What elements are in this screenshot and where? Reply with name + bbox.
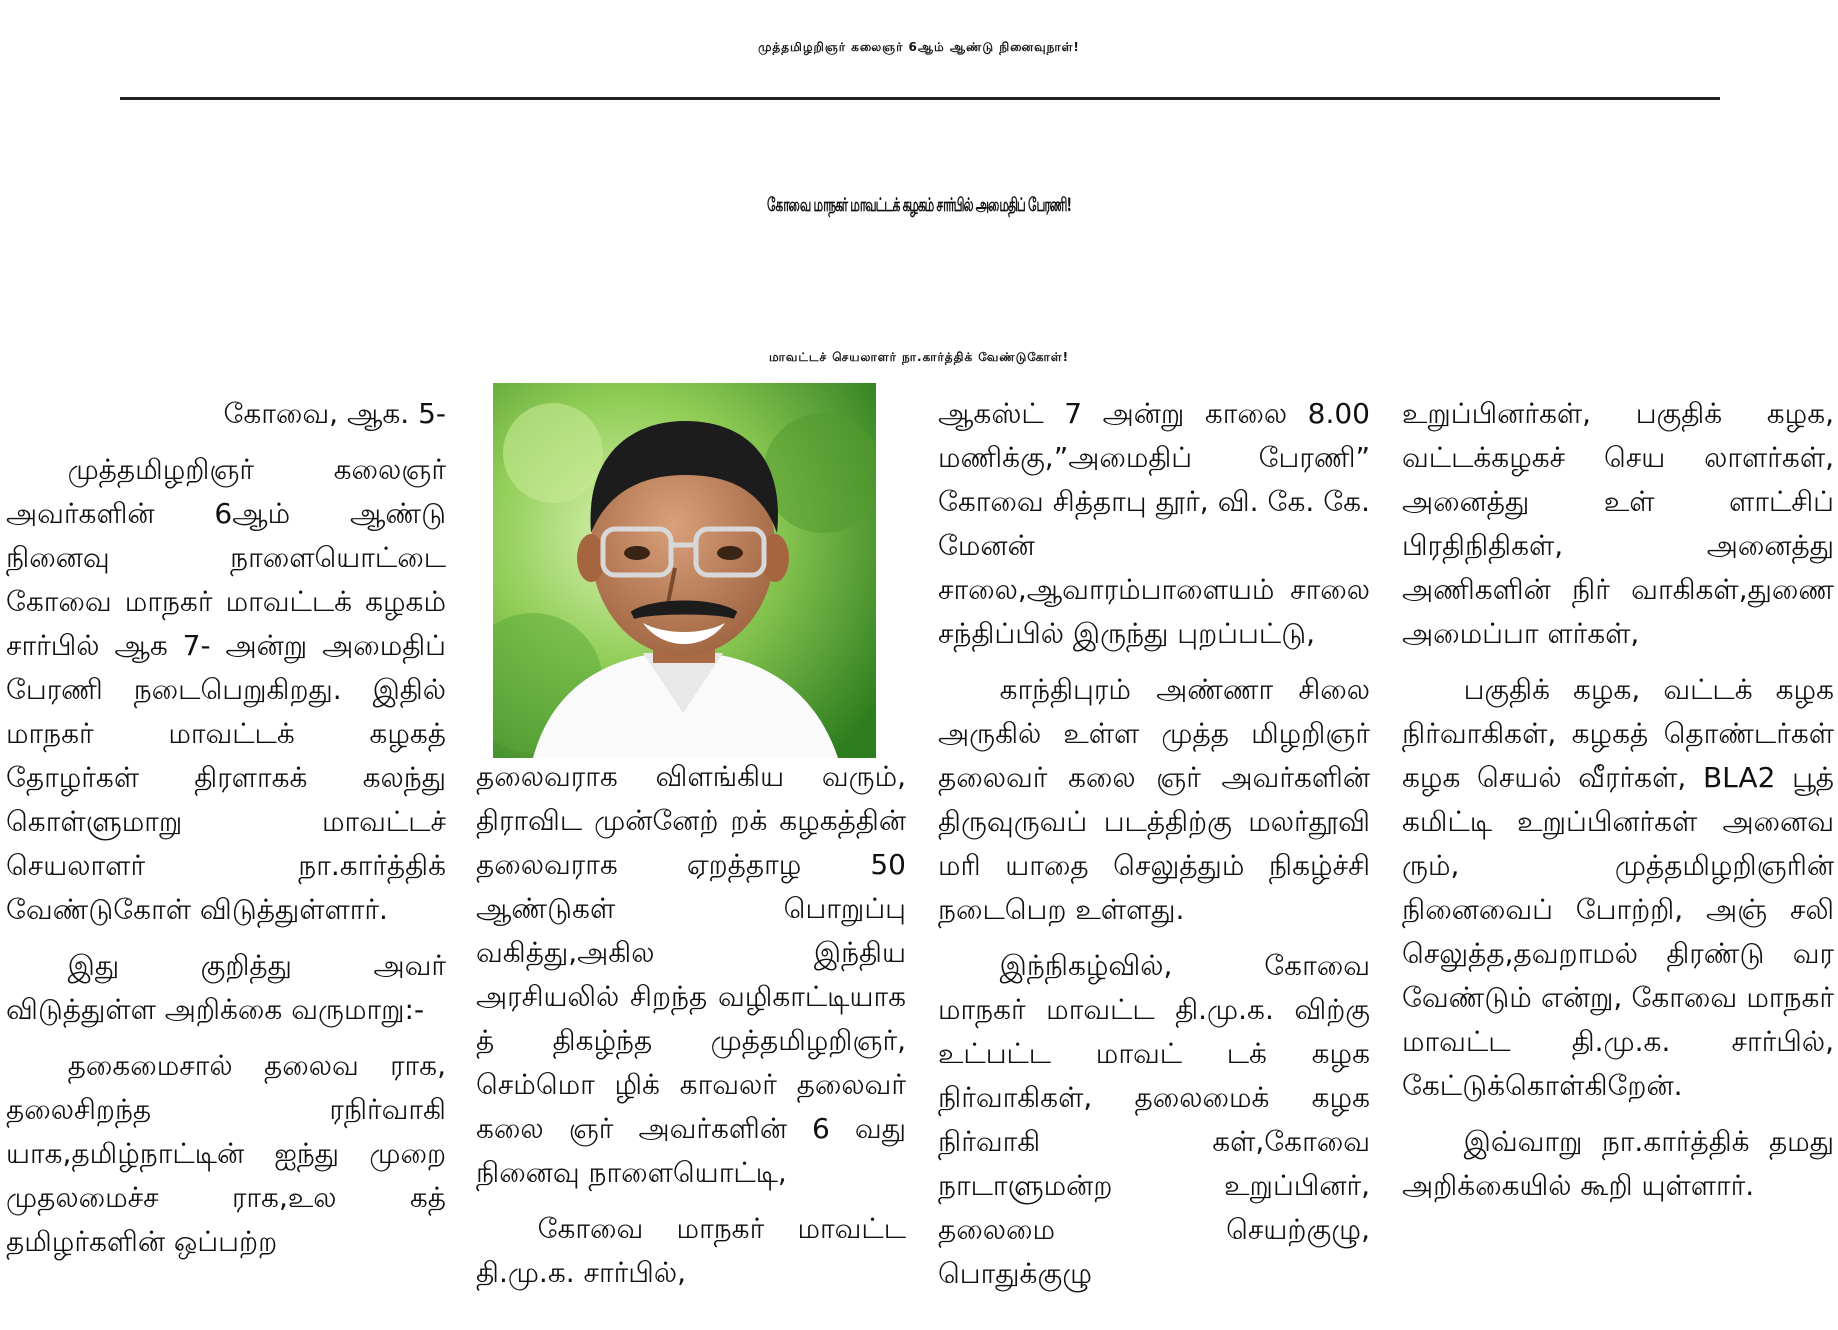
paragraph: தலைவராக விளங்கிய வரும், திராவிட முன்னேற் றக் கழகத்தின் தலைவராக ஏறத்தாழ 50 ஆண்டுகள் பொறுப்பு வகித்து,அகில இந்திய அரசியலில் சிறந்த வழிகாட்டியாக த் திகழ்ந்த முத்தமிழறிஞர், செம்மொ ழிக் காவலர் தலைவர் கலை ஞர் அவர்களின் 6 வது நினைவு நாளையொட்டி, bbox=[476, 760, 906, 1189]
paragraph: தகைமைசால் தலைவ ராக, தலைசிறந்த ரநிர்வாகி யாக,தமிழ்நாட்டின் ஐந்து முறை முதலமைச்ச ராக,உல கத் தமிழர்களின் ஒப்பற்ற bbox=[6, 1049, 446, 1258]
article-column-1 bbox=[6, 392, 446, 1330]
article-column-2 bbox=[476, 755, 906, 1330]
paragraph: ஆகஸ்ட் 7 அன்று காலை 8.00 மணிக்கு,”அமைதிப் பேரணி” கோவை சித்தாபு தூர், வி. கே. கே. மேனன் சாலை,ஆவாரம்பாளையம் சாலை சந்திப்பில் இருந்து புறப்பட்டு, bbox=[938, 397, 1370, 650]
paragraph: காந்திபுரம் அண்ணா சிலை அருகில் உள்ள முத்த மிழறிஞர் தலைவர் கலை ஞர் அவர்களின் திருவுருவப் படத்திற்கு மலர்தூவி மரி யாதை செலுத்தும் நிகழ்ச்சி நடைபெற உள்ளது. bbox=[938, 673, 1370, 926]
paragraph: கோவை மாநகர் மாவட்ட தி.மு.க. சார்பில், bbox=[476, 1212, 906, 1289]
paragraph: இந்நிகழ்வில், கோவை மாநகர் மாவட்ட தி.மு.க. விற்கு உட்பட்ட மாவட் டக் கழக நிர்வாகிகள், தலைமைக் கழக நிர்வாகி கள்,கோவை நாடாளுமன்ற உறுப்பினர், தலைமை செயற்குழு, பொதுக்குழு bbox=[938, 949, 1370, 1290]
article-column-4 bbox=[1402, 392, 1834, 1330]
paragraph: உறுப்பினர்கள், பகுதிக் கழக, வட்டக்கழகச் செய லாளர்கள், அனைத்து உள் ளாட்சிப் பிரதிநிதிகள், அனைத்து அணிகளின் நிர் வாகிகள்,துணை அமைப்பா ளர்கள், bbox=[1402, 397, 1834, 650]
portrait-photo bbox=[493, 383, 876, 758]
paragraph: இவ்வாறு நா.கார்த்திக் தமது அறிக்கையில் கூறி யுள்ளார். bbox=[1402, 1125, 1834, 1202]
paragraph: முத்தமிழறிஞர் கலைஞர் அவர்களின் 6ஆம் ஆண்டு நினைவு நாளையொட்டை கோவை மாநகர் மாவட்டக் கழகம் சார்பில் ஆக 7- அன்று அமைதிப் பேரணி நடைபெறுகிறது. இதில் மாநகர் மாவட்டக் கழகத் தோழர்கள் திரளாகக் கலந்து கொள்ளுமாறு மாவட்டச் செயலாளர் நா.கார்த்திக் வேண்டுகோள் விடுத்துள்ளார். bbox=[6, 453, 446, 926]
kicker-heading: முத்தமிழறிஞர் கலைஞர் 6ஆம் ஆண்டு நினைவுநாள்! bbox=[758, 39, 1080, 54]
sub-headline: மாவட்டச் செயலாளர் நா.கார்த்திக் வேண்டுகோள்! bbox=[768, 350, 1070, 364]
paragraph: இது குறித்து அவர் விடுத்துள்ள அறிக்கை வருமாறு:- bbox=[6, 949, 446, 1026]
paragraph: பகுதிக் கழக, வட்டக் கழக நிர்வாகிகள், கழகத் தொண்டர்கள் கழக செயல் வீரர்கள், BLA2 பூத் கமிட்டி உறுப்பினர்கள் அனைவ ரும், முத்தமிழறிஞரின் நினைவைப் போற்றி, அஞ் சலி செலுத்த,தவறாமல் திரண்டு வர வேண்டும் என்று, கோவை மாநகர் மாவட்ட தி.மு.க. சார்பில், கேட்டுக்கொள்கிறேன். bbox=[1402, 673, 1834, 1102]
dateline: கோவை, ஆக. 5- bbox=[223, 397, 446, 430]
article-column-3 bbox=[938, 392, 1370, 1330]
main-headline: கோவை மாநகர் மாவட்டக் கழகம் சார்பில் அமைதிப் பேரணி! bbox=[767, 193, 1071, 215]
portrait-icon bbox=[493, 383, 876, 758]
